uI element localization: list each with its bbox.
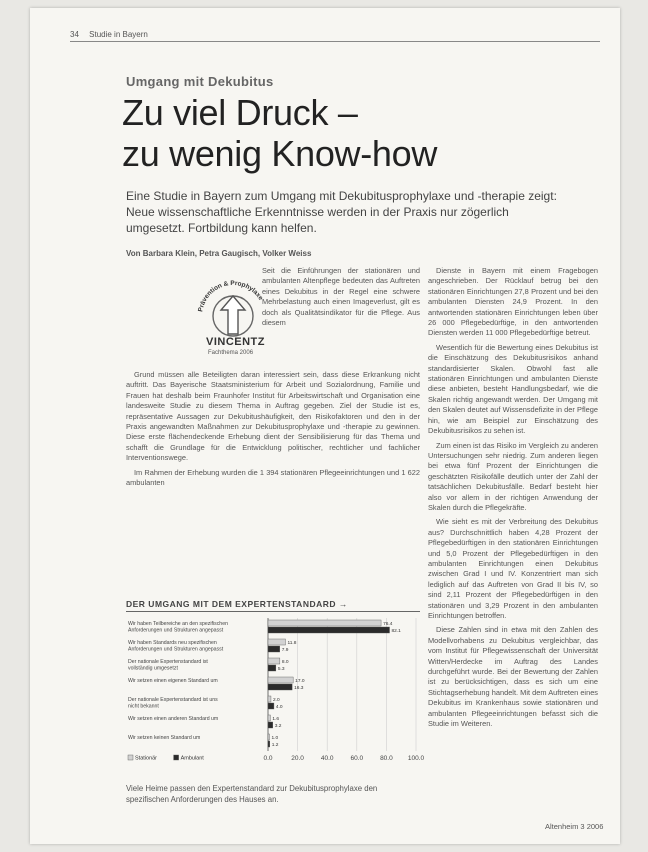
category-label: Wir setzen einen eigenen Standard um: [128, 678, 218, 684]
figure-caption: Viele Heime passen den Expertenstandard zur Dekubitusprophylaxe den spezifischen Anforderungen des Hauses an.: [126, 784, 378, 804]
article-authors: Von Barbara Klein, Petra Gaugisch, Volker Weiss: [126, 249, 312, 258]
data-label: 8.0: [281, 660, 289, 665]
header-rule: [70, 41, 600, 42]
body-paragraph: Seit die Einführungen der stationären und ambulanten Altenpflege bedeuten das Auftreten eines Dekubitus in der Regel eine schwere Mehrbelastung auch einen Imageverlust, gilt es doch als Qualitätsindikator für die Pflege. Aus diesem: [262, 266, 420, 328]
x-tick-label: 60.0: [350, 755, 364, 762]
logo-name: VINCENTZ: [206, 336, 265, 348]
category-label: Wir haben Standards neu spezifischen Anforderungen und Strukturen angepasst: [128, 640, 224, 653]
body-paragraph: Wesentlich für die Bewertung eines Dekubitus ist die Einschätzung des Dekubitusrisikos anhand standardisierter Skalen. Obwohl fast alle stationären Einrichtungen und ambulanten Dienste diese anbieten, besteht Handlungsbedarf, wie die Skalen richtig angewandt werden. Der Umgang mit den Skalen deutet auf Wissensdefizite in der Pflege hin, wie am Beispiel zur Einschätzung des Dekubitusrisikos zu sehen ist.: [428, 342, 598, 436]
bar-stationär: [268, 658, 280, 664]
logo-subtitle: Fachthema 2006: [208, 350, 254, 356]
x-tick-label: 0.0: [263, 755, 273, 762]
article-overline: Umgang mit Dekubitus: [126, 74, 274, 89]
category-label: Wir haben Teilbereiche an den spezifischen Anforderungen und Strukturen angepasst: [128, 621, 228, 634]
x-tick-label: 20.0: [291, 755, 304, 762]
data-label: 5.3: [277, 667, 285, 672]
data-label: 2.0: [272, 698, 280, 703]
title-line-1: Zu viel Druck –: [122, 92, 358, 133]
category-label: Der nationale Expertenstandard ist uns nicht bekannt: [128, 697, 218, 710]
page-header: [70, 30, 148, 39]
bar-stationär: [268, 620, 381, 626]
body-column-middle: [262, 266, 420, 332]
bar-ambulant: [268, 722, 273, 728]
arrow-up-icon: [221, 296, 245, 334]
logo-arc-text: Prävention & Prophylaxe: [197, 279, 265, 313]
bar-stationär: [268, 734, 269, 740]
page-number: 34: [70, 30, 79, 39]
legend-swatch: [128, 755, 133, 760]
x-tick-label: 40.0: [320, 755, 334, 762]
bar-chart: [126, 614, 425, 780]
body-paragraph: Im Rahmen der Erhebung wurden die 1 394 stationären Pflegeeinrichtungen und 1 622 ambulanten: [126, 467, 420, 488]
figure-title: DER UMGANG MIT DEM EXPERTENSTANDARD →: [126, 599, 348, 609]
body-paragraph: Dienste in Bayern mit einem Fragebogen angeschrieben. Der Rücklauf betrug bei den stationären Einrichtungen 27,8 Prozent und bei den ambulanten Diensten 24,9 Prozent. In den antwortenden stationären Einrichtungen leben über 26 000 Pflegebedürftige, in den antwortenden Diensten werden 11 000 Pflegebedürftige betreut.: [428, 266, 598, 338]
data-label: 82.1: [391, 629, 401, 634]
x-tick-label: 80.0: [380, 755, 393, 762]
legend-swatch: [174, 755, 179, 760]
x-tick-label: 100.0: [407, 755, 425, 762]
bar-ambulant: [268, 646, 280, 652]
data-label: 1.0: [271, 736, 279, 741]
bar-ambulant: [268, 627, 390, 633]
article-lead: Eine Studie in Bayern zum Umgang mit Dekubitusprophylaxe und -therapie zeigt: Neue wissenschaftliche Erkenntnisse werden in der Praxis nur zögerlich umgesetzt. Fortbildung kann helfen.: [126, 189, 557, 235]
body-column-right: [428, 266, 598, 733]
data-label: 11.8: [287, 641, 297, 646]
data-label: 1.6: [272, 717, 280, 722]
legend-label: Stationär: [135, 755, 158, 762]
data-label: 1.2: [271, 743, 279, 748]
bar-stationär: [268, 715, 270, 721]
bar-ambulant: [268, 703, 274, 709]
data-label: 3.2: [274, 724, 282, 729]
data-label: 76.4: [383, 622, 393, 627]
data-label: 7.9: [281, 648, 289, 653]
data-label: 16.3: [294, 686, 304, 691]
bar-ambulant: [268, 684, 292, 690]
body-column-left: [126, 370, 420, 492]
data-label: 4.0: [275, 705, 283, 710]
bar-ambulant: [268, 741, 270, 747]
category-label: Wir setzen keinen Standard um: [128, 735, 201, 741]
legend-label: Ambulant: [180, 755, 204, 762]
body-paragraph: Zum einen ist das Risiko im Vergleich zu anderen Untersuchungen sehr niedrig. Zum anderen liegen bei etwa fünf Prozent der Einrichtungen die geschätzten Risikofälle deutlich unter der Zahl der tatsächlichen Dekubitusfälle. Bedarf besteht hier also vor allem in der richtigen Anwendung der Skalen durch die Pflegekräfte.: [428, 440, 598, 512]
category-label: Der nationale Expertenstandard ist vollständig umgesetzt: [128, 659, 208, 672]
bar-ambulant: [268, 665, 276, 671]
title-line-2: zu wenig Know-how: [122, 133, 438, 174]
figure-rule: [126, 611, 420, 612]
bar-stationär: [268, 677, 293, 683]
category-label: Wir setzen einen anderen Standard um: [128, 716, 219, 722]
bar-stationär: [268, 696, 271, 702]
section-label: Studie in Bayern: [89, 30, 148, 39]
body-paragraph: Grund müssen alle Beteiligten daran interessiert sein, dass diese Erkrankung nicht auftritt. Das Bayerische Staatsministerium für Arbeit und Sozialordnung, Familie und Frauen hat deshalb beim Fraunhofer Institut für Arbeitswirtschaft und Organisation eine landesweite Studie zu diesem Thema in Auftrag gegeben. Ziel der Studie ist es, repräsentative Aussagen zur Dekubitushäufigkeit, den Risikofaktoren und den in der Praxis angewandten Maßnahmen zur Dekubitusprophylaxe und -therapie zu gewinnen. Diese erste flächendeckende Erhebung dient der Sensibilisierung für das Thema und schafft die Grundlage für die Entwicklung politischer, rechtlicher und fachlicher Interventionswege.: [126, 370, 420, 463]
bar-stationär: [268, 639, 285, 645]
body-paragraph: Wie sieht es mit der Verbreitung des Dekubitus aus? Durchschnittlich haben 4,28 Prozent der Pflegebedürftigen in den stationären Einrichtungen und 5,0 Prozent der Pflegebedürftigen in den ambulanten Einrichtungen einen Dekubitus zwischen Grad I und IV. Konzentriert man sich lediglich auf das Auftreten von Grad II bis IV, so sind 2,11 Prozent der Pflegebedürftigen in den stationären und 3,29 Prozent in den ambulanten Einrichtungen betroffen.: [428, 517, 598, 620]
article-title: [122, 92, 437, 174]
data-label: 17.0: [295, 679, 305, 684]
page-footer: Altenheim 3 2006: [545, 822, 604, 831]
magazine-page: [30, 8, 620, 844]
body-paragraph: Diese Zahlen sind in etwa mit den Zahlen des Modellvorhabens zu Dekubitus vergleichbar, das vom Institut für Pflegewissenschaft der Universität Witten/Herdecke im Auftrag des Landes durchgeführt wurde. Bei der Bewertung der Zahlen ist zu berücksichtigen, dass es sich um eine Stichtagserhebung handelt. Mit dem Auftreten eines Dekubitus im Krankenhaus sowie stationären und ambulanten Pflegeeinrichtungen befasst sich die Studie im Weiteren.: [428, 625, 598, 729]
